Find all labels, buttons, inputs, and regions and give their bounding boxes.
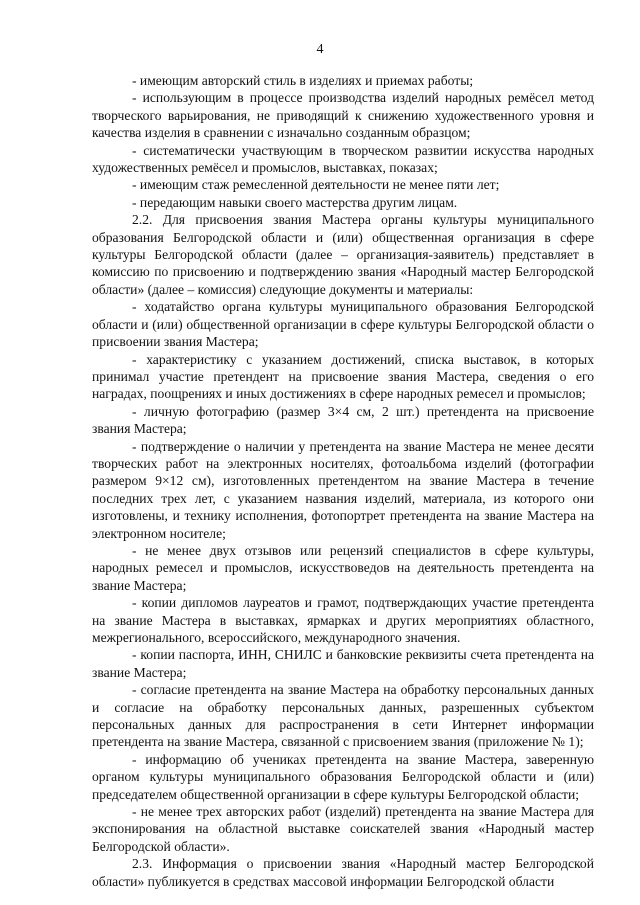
paragraph: - передающим навыки своего мастерства другим лицам. <box>132 194 458 210</box>
paragraph: - ходатайство органа культуры муниципального образования Белгородской области и (или) общественной организации в сфере культуры Белгородской области о присвоении звания Мастера; <box>92 299 594 350</box>
paragraph: - использующим в процессе производства изделий народных ремёсел метод творческого варьирования, не приводящий к снижению художественного уровня и качества изделия в сравнении с изначально созданным образцом; <box>92 90 594 141</box>
paragraph: - копии дипломов лауреатов и грамот, подтверждающих участие претендента на звание Мастера в выставках, ярмарках и других мероприятиях областного, межрегионального, всероссийского, международного значения. <box>92 595 594 645</box>
paragraph: - личную фотографию (размер 3×4 см, 2 шт.) претендента на присвоение звания Мастера; <box>92 403 594 437</box>
paragraph: - копии паспорта, ИНН, СНИЛС и банковские реквизиты счета претендента на звание Мастера; <box>92 647 594 680</box>
paragraph: - характеристику с указанием достижений, списка выставок, в которых принимал участие претендент на присвоение звания Мастера, сведения о его наградах, поощрениях и иных достижениях в сфере народных ремесел и промыслов; <box>92 351 594 402</box>
paragraph: - имеющим стаж ремесленной деятельности не менее пяти лет; <box>132 177 500 193</box>
document-body <box>92 72 594 890</box>
paragraph: - согласие претендента на звание Мастера на обработку персональных данных и согласие на обработку персональных данных, разрешенных субъектом персональных данных для распространения в сети Интернет информации претендента на звание Мастера, связанной с присвоением звания (приложение № 1); <box>92 682 594 750</box>
paragraph: - имеющим авторский стиль в изделиях и приемах работы; <box>132 73 474 88</box>
paragraph: - подтверждение о наличии у претендента на звание Мастера не менее десяти творческих работ на электронных носителях, фотоальбома изделий (фотографии размером 9×12 см), изготовленных претендентом на звание Мастера в течение последних трех лет, с указанием названия изделий, материала, из которого они изготовлены, и технику исполнения, фотопортрет претендента на звание Мастера на электронном носителе; <box>92 438 594 541</box>
paragraph: 2.3. Информация о присвоении звания «Народный мастер Белгородской области» публикуется в средствах массовой информации Белгородской области <box>92 856 594 889</box>
paragraph: - информацию об учениках претендента на звание Мастера, заверенную органом культуры муниципального образования Белгородской области и (или) председателем общественной организации в сфере культуры Белгородской области; <box>92 751 594 802</box>
paragraph: - не менее двух отзывов или рецензий специалистов в сфере культуры, народных ремесел и промыслов, искусствоведов на деятельность претендента на звание Мастера; <box>92 542 594 593</box>
paragraph: - систематически участвующим в творческом развитии искусства народных художественных ремёсел и промыслов, выставках, показах; <box>92 142 594 176</box>
page-number: 4 <box>316 42 324 57</box>
paragraph: - не менее трех авторских работ (изделий) претендента на звание Мастера для экспонирования на областной выставке соискателей звания «Народный мастер Белгородской области». <box>92 804 594 854</box>
paragraph: 2.2. Для присвоения звания Мастера органы культуры муниципального образования Белгородской области и (или) общественная организация в сфере культуры Белгородской области (далее – организация-заявитель) представляет в комиссию по присвоению и подтверждению звания «Народный мастер Белгородской области» (далее – комиссия) следующие документы и материалы: <box>92 212 594 297</box>
